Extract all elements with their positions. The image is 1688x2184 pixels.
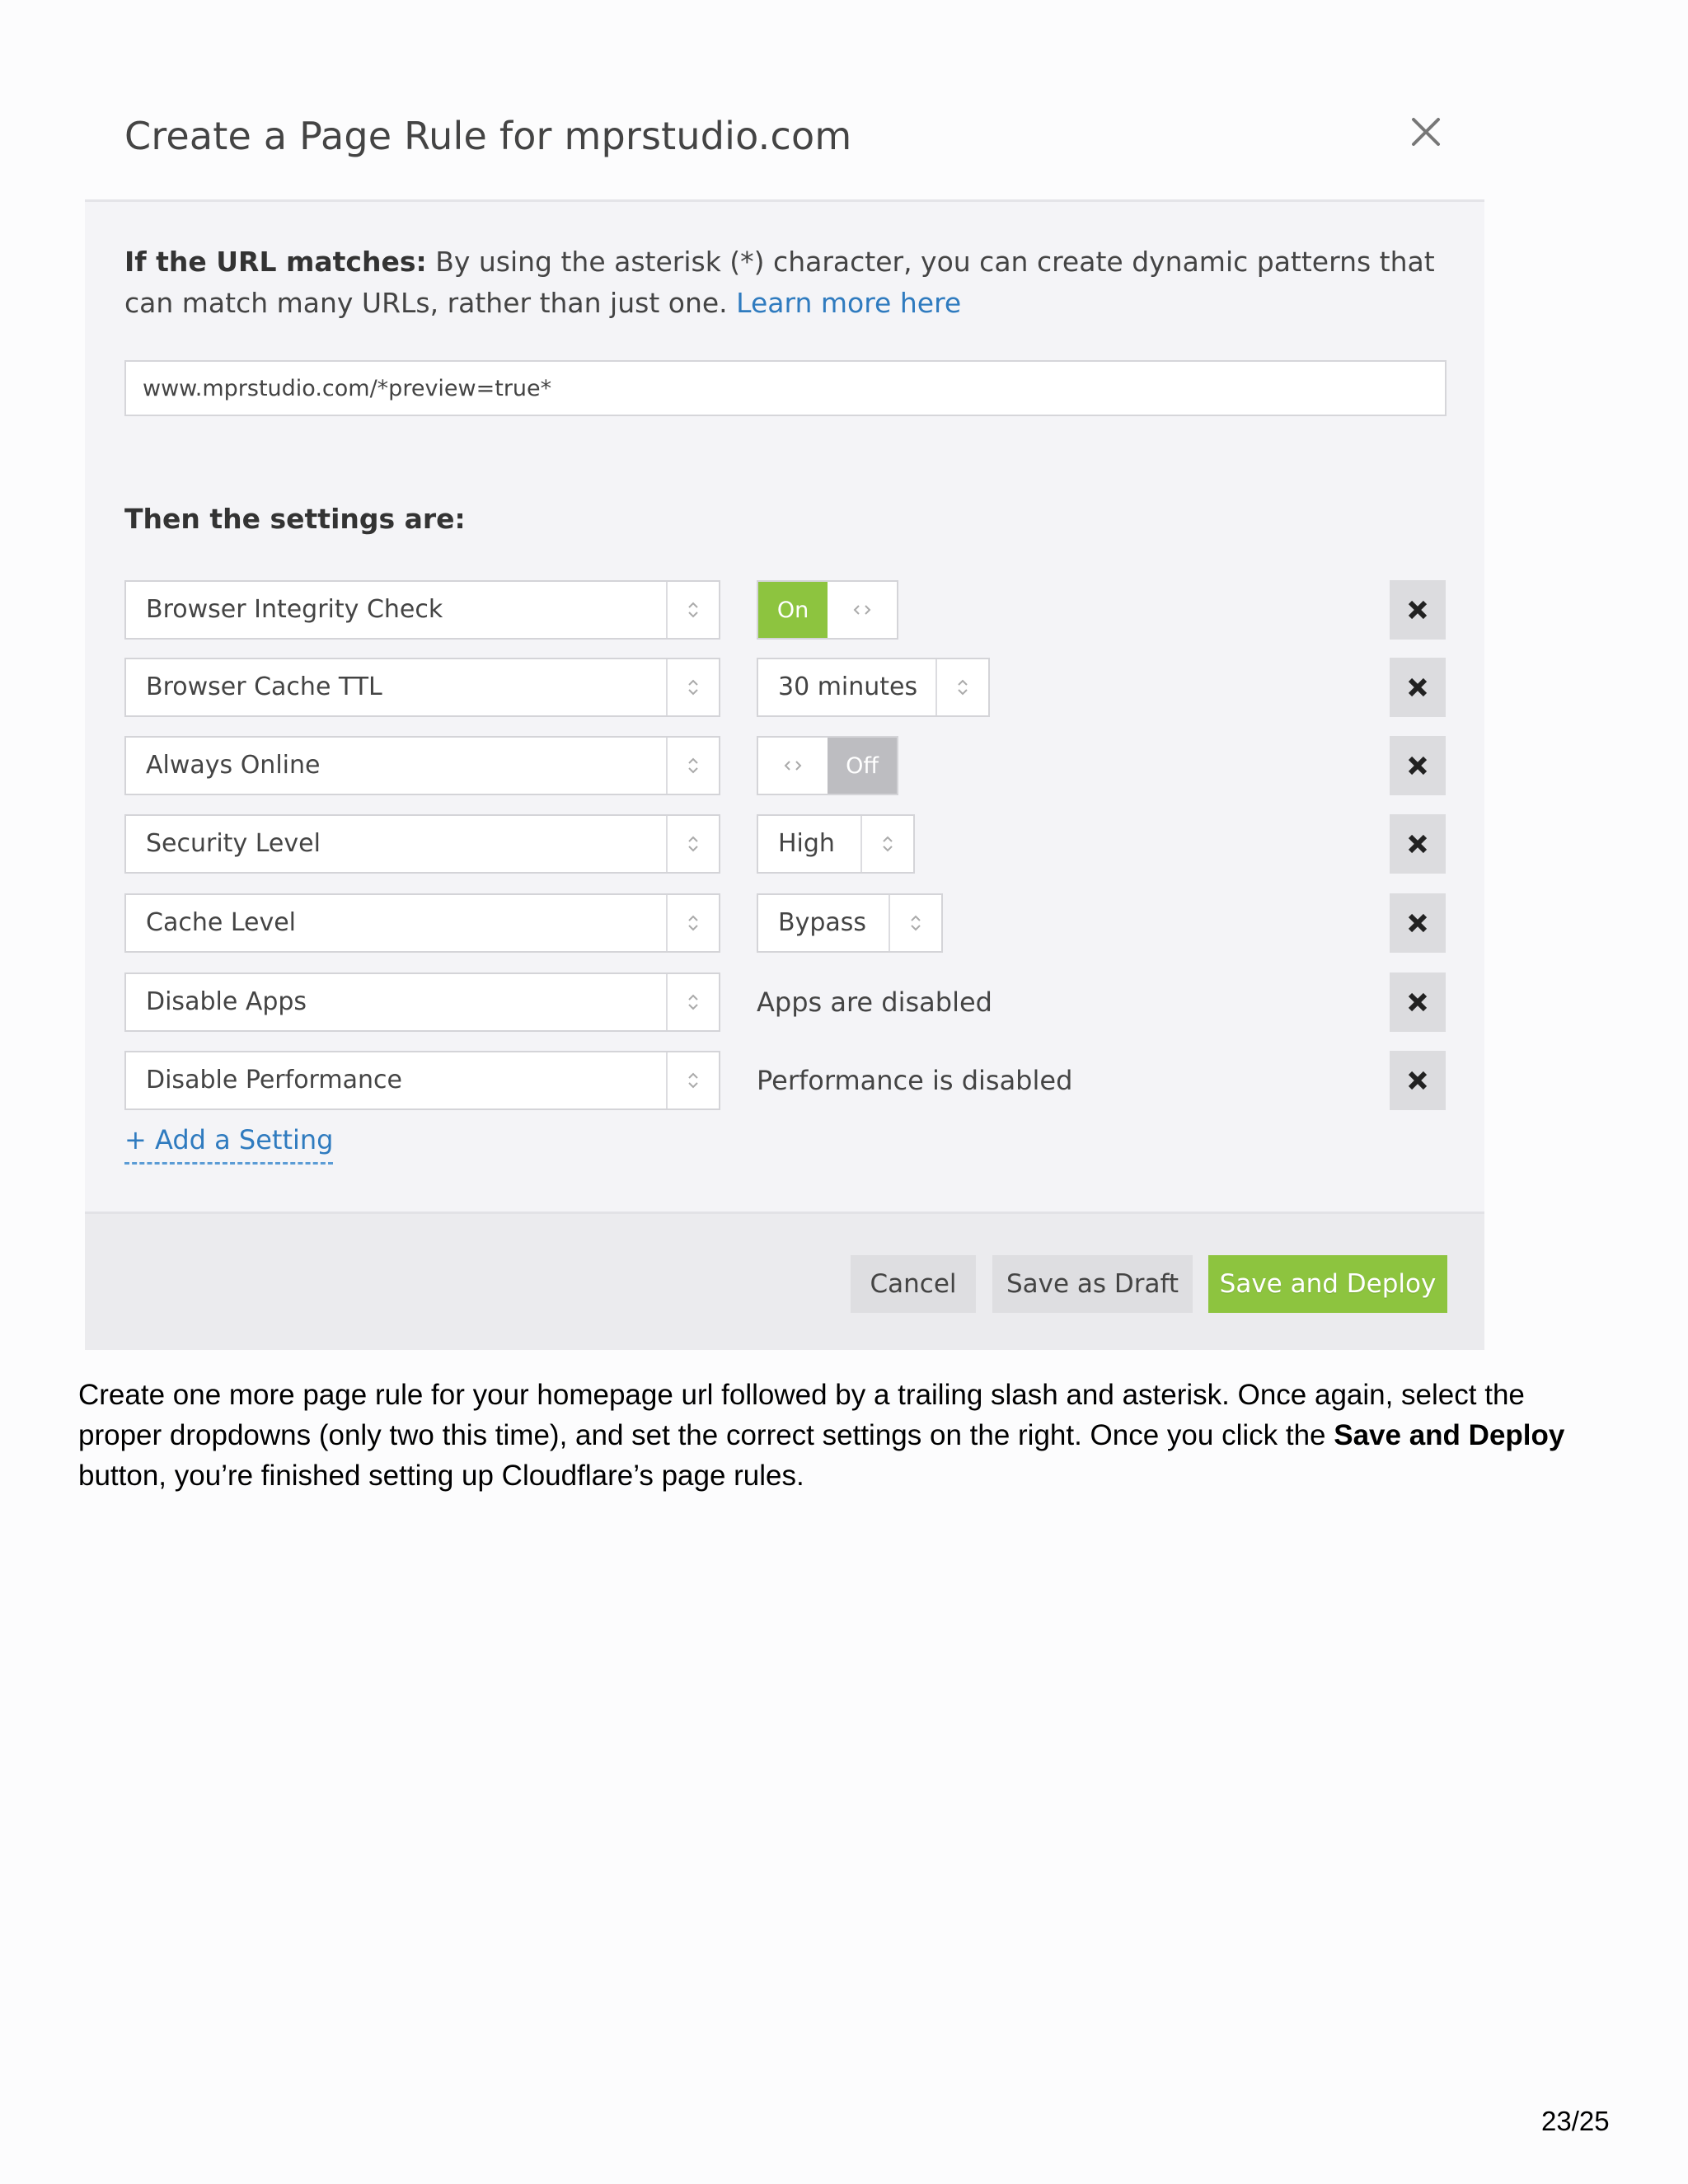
- learn-more-link[interactable]: Learn more here: [736, 287, 962, 319]
- setting-select[interactable]: [124, 893, 720, 953]
- remove-setting-button[interactable]: [1390, 736, 1446, 795]
- setting-select[interactable]: [124, 580, 720, 640]
- setting-select[interactable]: [124, 814, 720, 874]
- setting-select-label: Security Level: [146, 829, 321, 858]
- setting-select-label: Browser Integrity Check: [146, 595, 443, 624]
- settings-title: Then the settings are:: [124, 503, 466, 535]
- modal-title: Create a Page Rule for mprstudio.com: [124, 114, 852, 158]
- remove-icon: [1407, 677, 1428, 698]
- setting-select-label: Cache Level: [146, 908, 297, 937]
- settings-panel: [85, 460, 1484, 1212]
- setting-row: [85, 972, 1484, 1032]
- setting-select-label: Disable Performance: [146, 1066, 402, 1094]
- instruction-paragraph: [78, 1375, 1611, 1496]
- page-number: 23/25: [1541, 2106, 1610, 2136]
- select-arrows-icon: [935, 659, 988, 715]
- remove-icon: [1407, 1070, 1428, 1091]
- value-select-label: High: [778, 829, 835, 858]
- modal-footer: [85, 1212, 1484, 1350]
- url-match-panel: [85, 199, 1484, 463]
- setting-select-label: Always Online: [146, 751, 321, 780]
- toggle-off-label: Off: [828, 738, 897, 794]
- setting-select[interactable]: [124, 658, 720, 717]
- toggle-handle-icon: [758, 738, 828, 794]
- remove-setting-button[interactable]: [1390, 814, 1446, 874]
- value-select-label: 30 minutes: [778, 673, 918, 701]
- toggle-on-label: On: [758, 582, 828, 638]
- setting-row: [85, 893, 1484, 953]
- value-select-label: Bypass: [778, 908, 867, 937]
- select-arrows-icon: [889, 895, 941, 951]
- instruction-text-end: button, you’re finished setting up Cloudflare’s page rules.: [78, 1460, 804, 1492]
- url-match-description: [124, 241, 1443, 324]
- add-setting-link[interactable]: + Add a Setting: [124, 1124, 333, 1165]
- setting-select-label: Disable Apps: [146, 987, 307, 1016]
- setting-row: [85, 1051, 1484, 1110]
- setting-select[interactable]: [124, 972, 720, 1032]
- setting-select-label: Browser Cache TTL: [146, 673, 382, 701]
- remove-setting-button[interactable]: [1390, 893, 1446, 953]
- select-arrows-icon: [666, 974, 719, 1030]
- select-arrows-icon: [666, 816, 719, 872]
- remove-setting-button[interactable]: [1390, 658, 1446, 717]
- value-select[interactable]: [757, 658, 990, 717]
- select-arrows-icon: [860, 816, 913, 872]
- select-arrows-icon: [666, 1052, 719, 1108]
- save-deploy-button[interactable]: Save and Deploy: [1208, 1255, 1447, 1313]
- setting-row: [85, 814, 1484, 874]
- setting-status-text: Apps are disabled: [757, 987, 992, 1018]
- toggle-switch[interactable]: [757, 580, 898, 640]
- select-arrows-icon: [666, 582, 719, 638]
- remove-setting-button[interactable]: [1390, 580, 1446, 640]
- instruction-text: Create one more page rule for your homepage url followed by a trailing slash and asterisk. Once again, select the proper dropdowns (only two this time), and set the correct settings on the right. Once you click the: [78, 1379, 1525, 1451]
- remove-icon: [1407, 991, 1428, 1013]
- setting-row: [85, 580, 1484, 640]
- toggle-handle-icon: [828, 582, 897, 638]
- remove-setting-button[interactable]: [1390, 1051, 1446, 1110]
- toggle-switch[interactable]: [757, 736, 898, 795]
- setting-select[interactable]: [124, 736, 720, 795]
- remove-setting-button[interactable]: [1390, 972, 1446, 1032]
- remove-icon: [1407, 599, 1428, 621]
- cancel-button[interactable]: Cancel: [851, 1255, 976, 1313]
- save-draft-button[interactable]: Save as Draft: [992, 1255, 1193, 1313]
- url-pattern-input[interactable]: [124, 360, 1447, 416]
- select-arrows-icon: [666, 895, 719, 951]
- value-select[interactable]: [757, 814, 915, 874]
- value-select[interactable]: [757, 893, 943, 953]
- setting-status-text: Performance is disabled: [757, 1065, 1073, 1096]
- select-arrows-icon: [666, 738, 719, 794]
- remove-icon: [1407, 912, 1428, 934]
- remove-icon: [1407, 755, 1428, 776]
- url-match-label: If the URL matches:: [124, 246, 427, 278]
- setting-row: [85, 736, 1484, 795]
- remove-icon: [1407, 833, 1428, 855]
- setting-select[interactable]: [124, 1051, 720, 1110]
- close-button[interactable]: [1401, 107, 1451, 157]
- close-icon: [1411, 117, 1441, 147]
- instruction-bold-text: Save and Deploy: [1334, 1419, 1565, 1451]
- select-arrows-icon: [666, 659, 719, 715]
- setting-row: [85, 658, 1484, 717]
- url-match-help-text: By using the asterisk (*) character, you can create dynamic patterns that can match many URLs, rather than just one.: [124, 246, 1435, 319]
